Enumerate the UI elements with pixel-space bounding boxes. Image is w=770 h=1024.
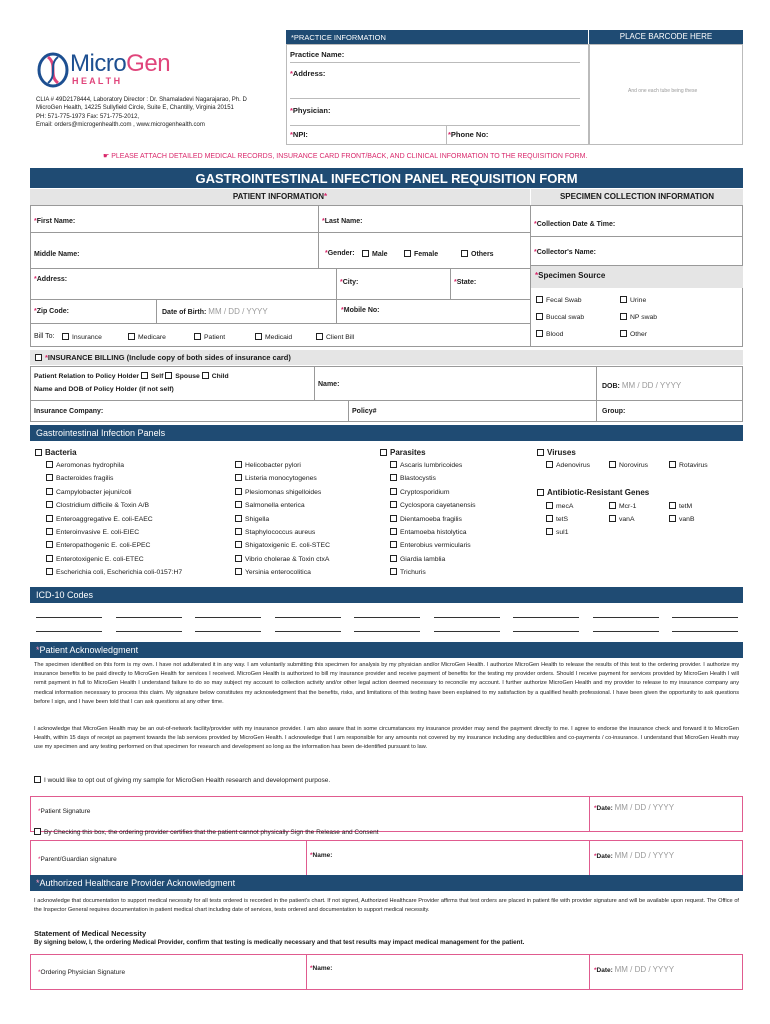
specimen-np[interactable]: NP swab (620, 313, 657, 321)
panel-item[interactable] (390, 568, 426, 576)
panel-item[interactable] (46, 555, 144, 563)
medical-necessity-text: By signing below, I, the ordering Medical Provider, confirm that testing is medically necessary and that test results may impact medical management for the patient. (34, 939, 525, 946)
logo-text-b: Gen (126, 50, 171, 77)
checkbox-icon[interactable] (46, 541, 53, 548)
icd-code-line[interactable] (195, 631, 261, 632)
abr-mcr1[interactable]: Mcr-1 (609, 502, 636, 510)
checkbox-icon[interactable] (235, 568, 242, 575)
collector-name-field[interactable]: *Collector's Name: (534, 249, 596, 256)
panel-item[interactable] (235, 501, 305, 509)
optout-checkbox[interactable]: I would like to opt out of giving my sample for MicroGen Health research and development purpose. (34, 776, 330, 784)
checkbox-icon[interactable] (390, 461, 397, 468)
panel-item-label: Staphylococcus aureus (245, 529, 316, 536)
icd-code-line[interactable] (116, 631, 182, 632)
panel-item[interactable] (390, 528, 467, 536)
checkbox-icon[interactable] (390, 515, 397, 522)
icd-code-line[interactable] (434, 617, 500, 618)
notice: ☛ PLEASE ATTACH DETAILED MEDICAL RECORDS, INSURANCE CARD FRONT/BACK, AND CLINICAL INFORMATION TO THE REQUISITION FORM. (103, 153, 588, 160)
gender-male[interactable]: Male (362, 250, 388, 258)
panel-item-label: Dientamoeba fragilis (400, 515, 462, 523)
checkbox-icon[interactable] (46, 461, 53, 468)
viruses-heading[interactable]: Viruses (537, 448, 576, 457)
virus-rotavirus[interactable]: Rotavirus (669, 461, 708, 469)
icd-code-line[interactable] (354, 631, 420, 632)
barcode-area[interactable] (589, 44, 743, 145)
panel-item-label: Clostridium difficile & Toxin A/B (56, 502, 150, 510)
panel-item-label: Aeromonas hydrophila (56, 462, 125, 469)
icd-code-line[interactable] (36, 631, 102, 632)
gender-female[interactable]: Female (404, 250, 438, 258)
panel-item[interactable] (46, 474, 113, 482)
panel-item[interactable] (235, 528, 315, 536)
panel-item-label: Listeria monocytogenes (245, 475, 317, 483)
panel-item-label: Giardia lamblia (400, 555, 446, 563)
physician-field[interactable]: *Physician: (290, 106, 580, 126)
panel-item[interactable] (235, 488, 321, 496)
logo-text-a: Micro (70, 50, 127, 77)
city-field[interactable]: *City: (340, 279, 359, 286)
panel-item[interactable] (46, 461, 124, 469)
phone-field[interactable]: *Phone No: (448, 130, 489, 139)
panel-item-label: Ascaris lumbricoides (400, 462, 463, 469)
icd-code-line[interactable] (36, 617, 102, 618)
icd-code-line[interactable] (513, 617, 579, 618)
panel-item-label: Plesiomonas shigelloides (245, 488, 322, 496)
icd-code-line[interactable] (354, 617, 420, 618)
panel-item[interactable] (235, 515, 269, 523)
lab-line-4: Email: orders@microgenhealth.com , www.microgenhealth.com (36, 122, 205, 129)
cannot-sign-checkbox[interactable]: By Checking this box, the ordering provider certifies that the patient cannot physically Sign the Release and Consent (34, 828, 379, 836)
icd-code-line[interactable] (195, 617, 261, 618)
panel-item-label: Yersinia enterocolitica (245, 569, 311, 577)
lab-line-3: PH: 571-775-1973 Fax: 571-775-2012, (36, 113, 140, 120)
checkbox-icon[interactable] (235, 515, 242, 522)
checkbox-icon[interactable] (235, 528, 242, 535)
panel-item[interactable] (390, 541, 471, 549)
provider-paragraph: I acknowledge that documentation to support medical necessity for all tests ordered is recorded in the patient's chart. If not signed, Authorized Healthcare Provider affirms that test orders are placed in patient file with provider signature and will be available upon request. The Office of the Inspector General requires documentation in patient medical chart including date of services, tests ordered and documentation to support medical necessity. (34, 898, 739, 914)
checkbox-icon[interactable] (235, 474, 242, 481)
holder-dob-field[interactable]: DOB: MM / DD / YYYY (602, 381, 682, 390)
abr-vanb[interactable]: vanB (669, 515, 695, 523)
panel-item-label: Entamoeba histolytica (400, 529, 467, 536)
patient-signature-label: *Patient Signature (38, 808, 91, 815)
checkbox-icon[interactable] (390, 541, 397, 548)
panel-item-label: Shigella (245, 515, 270, 523)
virus-norovirus[interactable]: Norovirus (609, 461, 648, 469)
physician-signature-label: *Ordering Physician Signature (38, 969, 126, 976)
icd-code-line[interactable] (593, 631, 659, 632)
abr-sul1[interactable]: sul1 (546, 528, 568, 536)
checkbox-icon[interactable] (46, 555, 53, 562)
bill-to-label: Bill To: (34, 333, 55, 340)
icd-code-line[interactable] (672, 631, 738, 632)
specimen-source-header: *Specimen Source (531, 266, 743, 288)
dob-field[interactable]: Date of Birth: MM / DD / YYYY (162, 307, 268, 316)
panel-item[interactable] (390, 515, 462, 523)
collection-date-field[interactable]: *Collection Date & Time: (534, 221, 616, 228)
bill-patient[interactable]: Patient (194, 333, 225, 341)
patient-signature-box[interactable] (30, 796, 743, 832)
panel-item[interactable] (390, 555, 445, 563)
checkbox-icon[interactable] (235, 541, 242, 548)
abr-tetm[interactable]: tetM (669, 502, 692, 510)
panel-item[interactable] (390, 488, 449, 496)
panel-item[interactable] (46, 568, 182, 576)
medical-necessity-title: Statement of Medical Necessity (34, 929, 147, 938)
address-patient-field[interactable]: *Address: (34, 276, 68, 283)
panel-item-label: Enterotoxigenic E. coli-ETEC (56, 555, 144, 563)
insurance-header[interactable]: *INSURANCE BILLING (Include copy of both sides of insurance card) (30, 350, 743, 365)
checkbox-icon[interactable] (390, 528, 397, 535)
address-field[interactable]: *Address: (290, 69, 580, 99)
panel-item-label: Enteropathogenic E. coli-EPEC (56, 542, 151, 550)
checkbox-icon[interactable] (46, 474, 53, 481)
middle-name-field[interactable]: Middle Name: (34, 251, 80, 258)
insurance-company-field[interactable]: Insurance Company: (34, 408, 104, 415)
panel-item[interactable] (390, 474, 436, 482)
panel-item-label: Cyclospora cayetanensis (400, 502, 476, 510)
panel-item[interactable] (46, 515, 153, 523)
logo-icon (36, 51, 70, 89)
checkbox-icon[interactable] (235, 488, 242, 495)
panel-item[interactable] (235, 568, 311, 576)
abr-tets[interactable]: tetS (546, 515, 568, 523)
policy-field[interactable]: Policy# (352, 408, 377, 415)
barcode-note: And one each tube being these (628, 88, 698, 94)
parasites-heading[interactable]: Parasites (380, 448, 426, 457)
ack-paragraph-2: I acknowledge that MicroGen Health may be an out-of-network facility/provider with my insurance provider. I am also aware that in some circumstances my insurance provider may send the payment directly to me. I agree to endorse the insurance check and forward it to MicroGen Health, within 15 days of receipt as payment towards the lab services provided by MicroGen Health. I acknowledge that I am responsible for any amounts not covered by my insurance including any deductibles and co-payments / co-insurance. I understand that MicroGen Health may use my specimen and any testing performed on that specimen for research and development so long as the information has been de-identified pursuant to law. (34, 726, 739, 751)
provider-ack-header: *Authorized Healthcare Provider Acknowledgment (30, 875, 743, 891)
checkbox-icon[interactable] (390, 488, 397, 495)
patient-ack-header: *Patient Acknowledgment (30, 642, 743, 658)
ack-paragraph-1: The specimen identified on this form is my own. I have not adulterated it in any way. I am voluntarily submitting this specimen for analysis by my physician and/or MicroGen Health. I authorize MicroGen Health to release the results of this test to the ordering provider. I authorize my insurance benefits to be paid directly to MicroGen Health for services I received. MicroGen Health is authorized to bill my insurance provider and receive payment of benefits for the testing my provider orders. Should I receive payment for services provided by MicroGen Health I will remit payment in full to MicroGen Health I understand failure to do so may subject my account to collection activity and/or other legal action deemed necessary to reconcile my account. I further authorize MicroGen Health and my provider to release to my insurance company any medical information necessary to process this claim. My signature below constitutes my acknowledgment that the benefits, risks, and limitations of this testing have been explained to my satisfaction by a qualified health professional. I have been given the opportunity to ask questions before I sign, and I have been told that I can ask questions at any other time. (34, 662, 739, 705)
panel-item[interactable] (390, 501, 476, 509)
icd-code-line[interactable] (513, 631, 579, 632)
checkbox-icon[interactable] (390, 555, 397, 562)
bill-medicare[interactable]: Medicare (128, 333, 166, 341)
npi-field[interactable]: *NPI: (290, 130, 308, 139)
panel-item-label: Helicobacter pylori (245, 462, 301, 469)
first-name-field[interactable]: *First Name: (34, 218, 76, 225)
practice-name-field[interactable]: Practice Name: (290, 50, 580, 63)
logo (36, 48, 196, 92)
panel-item-label: Enteroaggregative E. coli-EAEC (56, 515, 153, 523)
panel-item-label: Salmonella enterica (245, 502, 305, 510)
panel-item[interactable] (46, 488, 132, 496)
panel-item-label: Campylobacter jejuni/coli (56, 488, 132, 496)
icd-code-line[interactable] (275, 631, 341, 632)
checkbox-icon[interactable] (235, 555, 242, 562)
state-field[interactable]: *State: (454, 279, 477, 286)
icd-code-line[interactable] (275, 617, 341, 618)
group-field[interactable]: Group: (602, 408, 626, 415)
checkbox-icon[interactable] (46, 501, 53, 508)
panel-item-label: Blastocystis (400, 475, 436, 483)
checkbox-icon[interactable] (46, 488, 53, 495)
specimen-blood[interactable]: Blood (536, 330, 563, 338)
panel-item[interactable] (46, 541, 150, 549)
gi-panels-header: Gastrointestinal Infection Panels (30, 425, 743, 441)
icd-code-line[interactable] (593, 617, 659, 618)
checkbox-icon[interactable] (46, 515, 53, 522)
guardian-date-field[interactable]: *Date: MM / DD / YYYY (594, 851, 675, 860)
panel-item[interactable] (235, 541, 330, 549)
abr-heading[interactable]: Antibiotic-Resistant Genes (537, 488, 649, 497)
abr-meca[interactable]: mecA (546, 502, 573, 510)
checkbox-icon[interactable] (390, 568, 397, 575)
guardian-signature-label: *Parent/Guardian signature (38, 856, 117, 863)
abr-vana[interactable]: vanA (609, 515, 635, 523)
panel-item-label: Shigatoxigenic E. coli-STEC (245, 542, 330, 550)
specimen-fecal[interactable]: Fecal Swab (536, 296, 582, 304)
specimen-other[interactable]: Other (620, 330, 647, 338)
icd-code-line[interactable] (116, 617, 182, 618)
guardian-name-field[interactable]: *Name: (310, 852, 333, 859)
panel-item[interactable] (235, 555, 329, 563)
checkbox-icon[interactable] (390, 501, 397, 508)
panel-item[interactable] (235, 461, 301, 469)
lab-info (36, 96, 247, 130)
bill-insurance[interactable]: Insurance (62, 333, 102, 341)
physician-date-field[interactable]: *Date: MM / DD / YYYY (594, 965, 675, 974)
icd-header: ICD-10 Codes (30, 587, 743, 603)
gender-field: *Gender: (325, 250, 355, 257)
specimen-urine[interactable]: Urine (620, 296, 646, 304)
bill-client[interactable]: Client Bill (316, 333, 354, 341)
specimen-header: SPECIMEN COLLECTION INFORMATION (531, 189, 743, 205)
checkbox-icon[interactable] (46, 528, 53, 535)
patient-info-header: PATIENT INFORMATION* (30, 189, 530, 205)
form-title: GASTROINTESTINAL INFECTION PANEL REQUISITION FORM (30, 168, 743, 188)
virus-adenovirus[interactable]: Adenovirus (546, 461, 590, 469)
checkbox-icon[interactable] (235, 461, 242, 468)
panel-item[interactable] (390, 461, 462, 469)
relation-label: Patient Relation to Policy Holder Self Spouse Child (34, 373, 229, 380)
physician-name-field[interactable]: *Name: (310, 965, 333, 972)
gender-others[interactable]: Others (461, 250, 494, 258)
panel-item[interactable] (46, 501, 149, 509)
icd-code-line[interactable] (672, 617, 738, 618)
bill-medicaid[interactable]: Medicaid (255, 333, 292, 341)
panel-item-label: Enterobius vermicularis (400, 542, 471, 550)
zip-field[interactable]: *Zip Code: (34, 308, 70, 315)
panel-item[interactable] (46, 528, 139, 536)
panel-item[interactable] (235, 474, 317, 482)
panel-item-label: Enteroinvasive E. coli-EIEC (56, 529, 140, 536)
holder-name-field[interactable]: Name: (318, 381, 340, 388)
logo-sub: H E A L T H (72, 76, 121, 86)
panel-item-label: Trichuris (400, 569, 426, 577)
lab-line-2: MicroGen Health, 14225 Sullyfield Circle, Suite E, Chantilly, Virginia 20151 (36, 105, 234, 112)
checkbox-icon[interactable] (46, 568, 53, 575)
checkbox-icon[interactable] (235, 501, 242, 508)
checkbox-icon[interactable] (390, 474, 397, 481)
specimen-buccal[interactable]: Buccal swab (536, 313, 584, 321)
practice-info-header: *PRACTICE INFORMATION (286, 30, 588, 44)
panel-item-label: Cryptosporidium (400, 488, 450, 496)
panel-item-label: Escherichia coli, Escherichia coli-0157:H7 (56, 569, 183, 577)
barcode-header: PLACE BARCODE HERE (589, 30, 743, 44)
holder-label: Name and DOB of Policy Holder (if not self) (34, 386, 174, 393)
lab-line-1: CLIA # 49D2178444, Laboratory Director : Dr. Shamaladevi Nagarajarao, Ph. D (36, 97, 247, 103)
panel-item-label: Bacteroides fragilis (56, 475, 114, 483)
panel-item-label: Vibrio cholerae & Toxin ctxA (245, 555, 330, 563)
icd-code-line[interactable] (434, 631, 500, 632)
bacteria-heading[interactable]: Bacteria (35, 448, 77, 457)
last-name-field[interactable]: *Last Name: (322, 218, 363, 225)
mobile-field[interactable]: *Mobile No: (341, 307, 380, 314)
patient-date-field[interactable]: *Date: MM / DD / YYYY (594, 803, 675, 812)
